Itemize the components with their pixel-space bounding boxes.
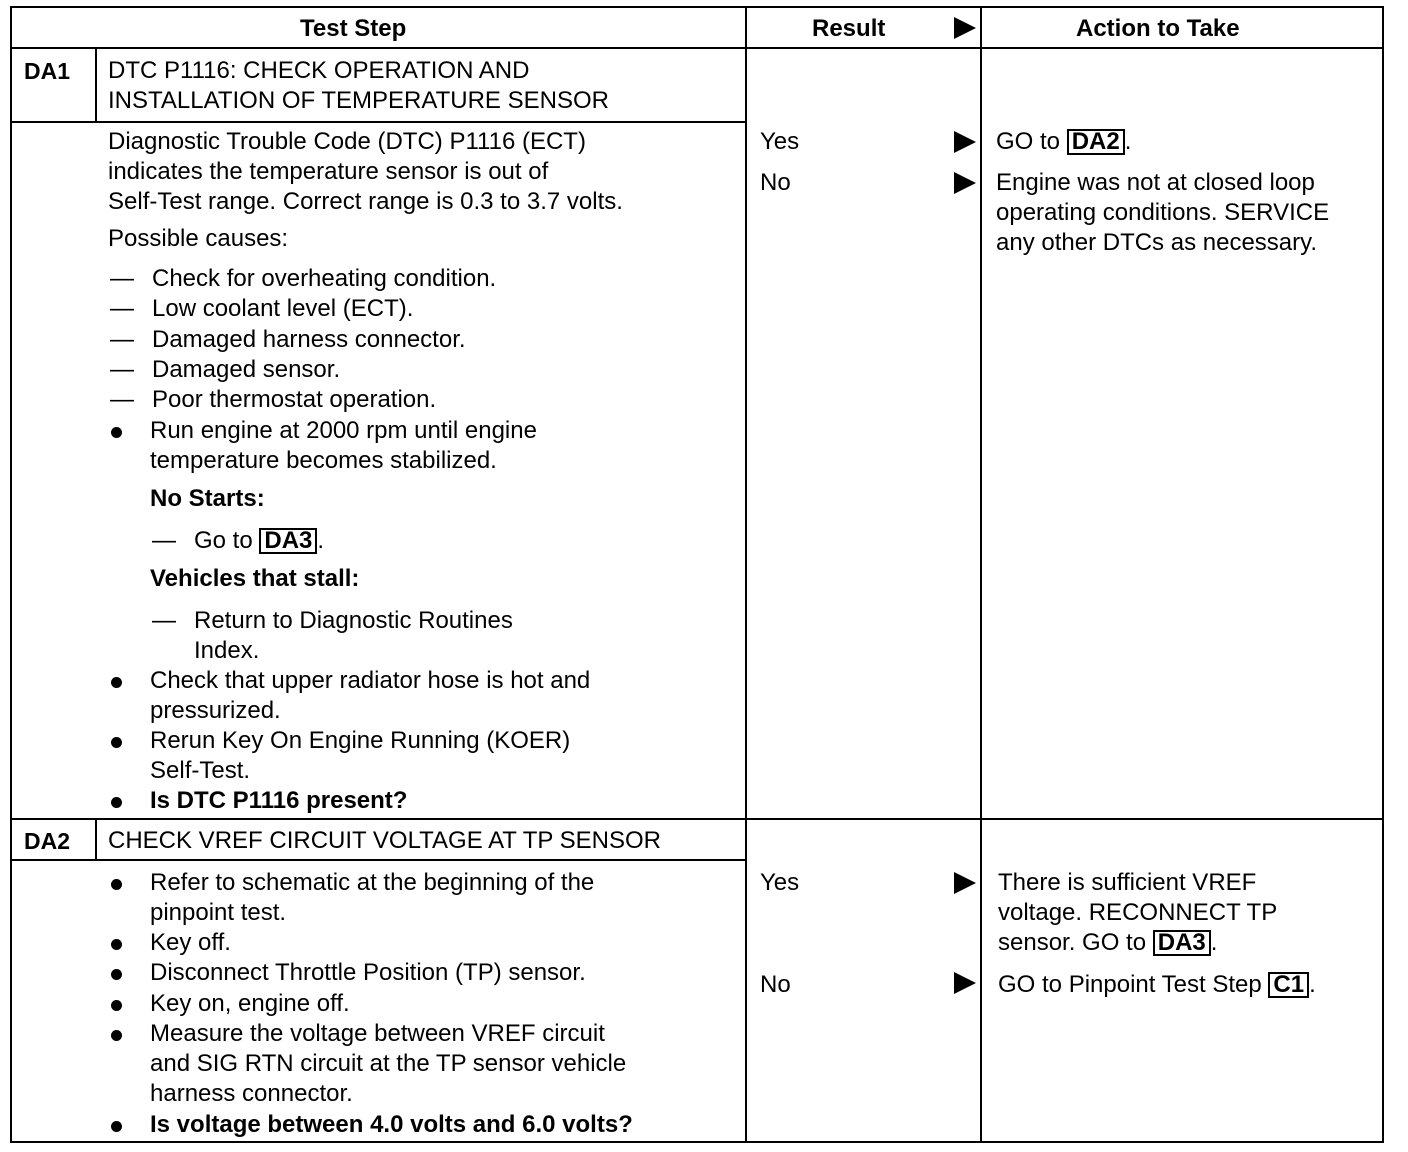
da1-return-dash: — [152, 607, 176, 634]
bullet-icon [111, 1121, 122, 1132]
da1-title-separator [10, 121, 747, 123]
da2-action-no: GO to Pinpoint Test Step C1 . [998, 971, 1316, 998]
da1-desc-line-3: Self-Test range. Correct range is 0.3 to 3.7 volts. [108, 188, 623, 215]
da1-title-line-2: INSTALLATION OF TEMPERATURE SENSOR [108, 87, 609, 114]
da1-check-hose-line-1: Check that upper radiator hose is hot and [150, 667, 591, 694]
da1-go-to-ref-link[interactable]: DA3 [259, 528, 317, 554]
bullet-icon [111, 737, 122, 748]
header-arrow-icon [954, 17, 976, 39]
bullet-icon [111, 797, 122, 808]
da1-no-starts-label: No Starts: [150, 485, 265, 512]
da1-no-arrow-icon [954, 172, 976, 194]
da2-title-separator [10, 859, 747, 861]
da1-run-engine-line-2: temperature becomes stabilized. [150, 447, 497, 474]
da1-cause-dash: — [110, 326, 134, 353]
bullet-icon [111, 969, 122, 980]
da1-cause-dash: — [110, 356, 134, 383]
da2-action-yes-line-1: There is sufficient VREF [998, 869, 1257, 896]
da2-bullet-5-line-1: Measure the voltage between VREF circuit [150, 1020, 605, 1047]
table-border-right [1382, 6, 1384, 1143]
da1-result-yes: Yes [760, 128, 800, 155]
header-test-step: Test Step [300, 15, 407, 42]
da1-desc-line-2: indicates the temperature sensor is out of [108, 158, 549, 185]
da1-yes-arrow-icon [954, 131, 976, 153]
da1-title-line-1: DTC P1116: CHECK OPERATION AND [108, 57, 530, 84]
da1-action-no-line-2: operating conditions. SERVICE [996, 199, 1330, 226]
da2-result-no: No [760, 971, 791, 998]
da1-rerun-line-2: Self-Test. [150, 757, 251, 784]
da2-action-yes-ref-link[interactable]: DA3 [1153, 930, 1211, 956]
da2-result-yes: Yes [760, 869, 800, 896]
da1-cause: Damaged harness connector. [152, 326, 466, 353]
da1-cause: Damaged sensor. [152, 356, 341, 383]
da2-bullet-5-line-2: and SIG RTN circuit at the TP sensor vehicle [150, 1050, 627, 1077]
da2-action-yes-line-2: voltage. RECONNECT TP [998, 899, 1278, 926]
da2-bullet-2: Key off. [150, 929, 231, 956]
da2-action-no-text: GO to Pinpoint Test Step [998, 971, 1262, 998]
da1-cause: Check for overheating condition. [152, 265, 497, 292]
da1-return-line-2: Index. [194, 637, 260, 664]
da1-cause-dash: — [110, 386, 134, 413]
da2-question: Is voltage between 4.0 volts and 6.0 volts? [150, 1111, 633, 1138]
header-action: Action to Take [1076, 15, 1240, 42]
da2-bullet-3: Disconnect Throttle Position (TP) sensor. [150, 959, 586, 986]
da1-return-line-1: Return to Diagnostic Routines [194, 607, 513, 634]
da1-causes-label: Possible causes: [108, 225, 289, 252]
bullet-icon [111, 879, 122, 890]
da1-action-yes: GO to DA2 . [996, 128, 1132, 155]
bullet-icon [111, 677, 122, 688]
da2-bullet-1-line-1: Refer to schematic at the beginning of the [150, 869, 595, 896]
da1-stall-label: Vehicles that stall: [150, 565, 360, 592]
bullet-icon [111, 939, 122, 950]
table-border-left [10, 6, 12, 1143]
da1-go-to-text: Go to [194, 527, 253, 554]
da1-action-yes-text: GO to [996, 128, 1061, 155]
bullet-icon [111, 1030, 122, 1041]
row-separator [10, 818, 1384, 820]
da1-cause-dash: — [110, 265, 134, 292]
da1-question: Is DTC P1116 present? [150, 787, 408, 814]
da2-action-yes-line-3: sensor. GO to DA3 . [998, 929, 1218, 956]
da1-id-divider [95, 48, 97, 122]
da2-bullet-1-line-2: pinpoint test. [150, 899, 287, 926]
da1-check-hose-line-2: pressurized. [150, 697, 281, 724]
table-border-bottom [10, 1141, 1384, 1143]
da1-cause-dash: — [110, 295, 134, 322]
da1-cause: Low coolant level (ECT). [152, 295, 414, 322]
da2-action-no-ref-link[interactable]: C1 [1268, 972, 1309, 998]
da2-no-arrow-icon [954, 972, 976, 994]
da1-go-to-dash: — [152, 527, 176, 554]
da1-action-no-line-1: Engine was not at closed loop [996, 169, 1315, 196]
da1-desc-line-1: Diagnostic Trouble Code (DTC) P1116 (ECT) [108, 128, 586, 155]
bullet-icon [111, 1000, 122, 1011]
table-border-top [10, 6, 1384, 8]
da1-rerun-line-1: Rerun Key On Engine Running (KOER) [150, 727, 571, 754]
da2-bullet-5-line-3: harness connector. [150, 1080, 353, 1107]
da1-step-id: DA1 [24, 58, 71, 84]
da2-id-divider [95, 819, 97, 860]
column-divider-result [745, 6, 747, 1143]
da1-action-no-line-3: any other DTCs as necessary. [996, 229, 1318, 256]
header-result: Result [812, 15, 886, 42]
da1-result-no: No [760, 169, 791, 196]
header-separator [10, 47, 1384, 49]
bullet-icon [111, 427, 122, 438]
da1-action-yes-ref-link[interactable]: DA2 [1067, 129, 1125, 155]
da2-title: CHECK VREF CIRCUIT VOLTAGE AT TP SENSOR [108, 827, 662, 854]
da1-go-to-line: Go to DA3 . [194, 527, 325, 554]
da2-yes-arrow-icon [954, 872, 976, 894]
da2-bullet-4: Key on, engine off. [150, 990, 350, 1017]
da1-cause: Poor thermostat operation. [152, 386, 437, 413]
column-divider-action [980, 6, 982, 1143]
da2-action-yes-text: sensor. GO to [998, 929, 1147, 956]
da1-run-engine-line-1: Run engine at 2000 rpm until engine [150, 417, 537, 444]
da2-step-id: DA2 [24, 828, 71, 854]
